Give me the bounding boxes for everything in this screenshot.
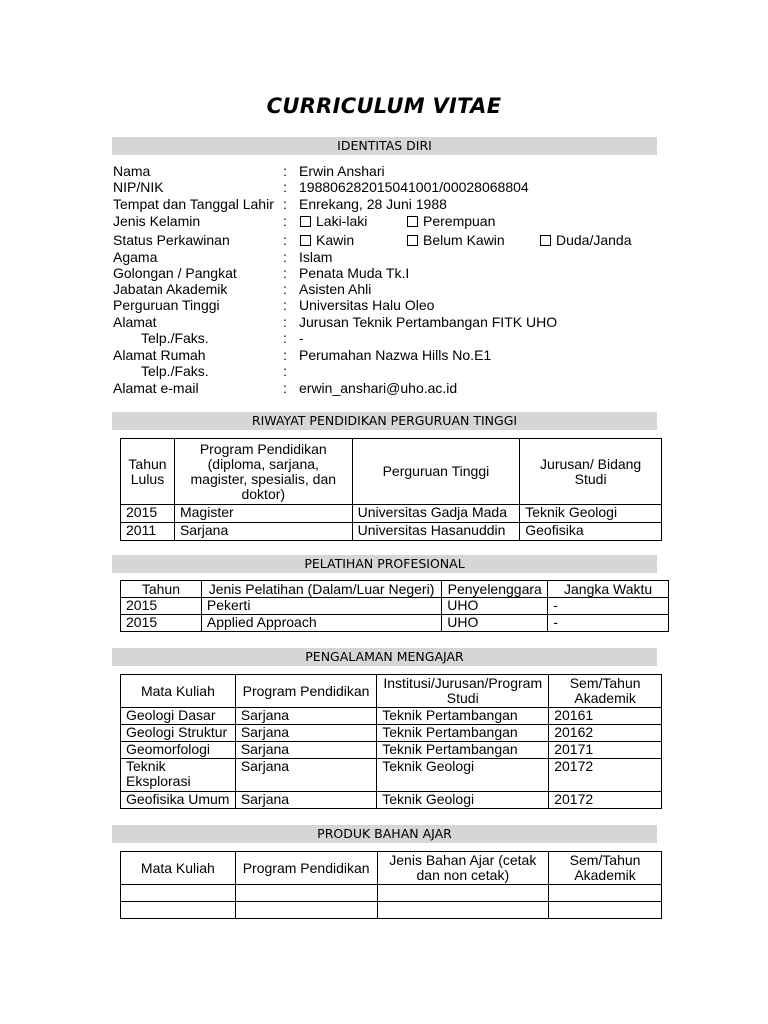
table-cell: 20172 bbox=[549, 792, 662, 809]
section-header-mengajar: PENGALAMAN MENGAJAR bbox=[112, 648, 657, 666]
table-cell: Sarjana bbox=[235, 742, 376, 759]
field-colon: : bbox=[283, 196, 287, 212]
field-colon: : bbox=[283, 249, 287, 265]
table-row bbox=[121, 902, 662, 919]
field-label: Telp./Faks. bbox=[141, 330, 209, 346]
field-value: erwin_anshari@uho.ac.id bbox=[299, 380, 458, 396]
field-value: Asisten Ahli bbox=[299, 281, 372, 297]
field-label: Telp./Faks. bbox=[141, 363, 209, 379]
table-row bbox=[121, 598, 669, 615]
table-cell: Geofisika Umum bbox=[121, 792, 236, 809]
table-cell: Applied Approach bbox=[201, 615, 441, 632]
field-value: Universitas Halu Oleo bbox=[299, 297, 435, 313]
table-cell bbox=[377, 902, 549, 919]
table-pendidikan bbox=[120, 438, 662, 541]
field-label: Jabatan Akademik bbox=[113, 281, 228, 297]
table-row bbox=[121, 725, 662, 742]
table-cell bbox=[121, 885, 236, 902]
option-label: Perempuan bbox=[423, 213, 496, 229]
table-row bbox=[121, 742, 662, 759]
column-header: Jangka Waktu bbox=[548, 581, 669, 598]
field-colon: : bbox=[283, 297, 287, 313]
table-cell: Sarjana bbox=[235, 792, 376, 809]
table-cell: 2015 bbox=[121, 615, 202, 632]
field-colon: : bbox=[283, 281, 287, 297]
table-cell: Teknik Pertambangan bbox=[377, 742, 549, 759]
table-cell: 2015 bbox=[121, 598, 202, 615]
table-cell: Sarjana bbox=[235, 759, 376, 792]
table-cell: UHO bbox=[442, 598, 548, 615]
table-cell: Teknik Pertambangan bbox=[377, 725, 549, 742]
table-cell: UHO bbox=[442, 615, 548, 632]
field-label: Golongan / Pangkat bbox=[113, 265, 237, 281]
option-duda-janda[interactable] bbox=[540, 232, 632, 248]
table-cell: Teknik Pertambangan bbox=[377, 708, 549, 725]
column-header: Tahun Lulus bbox=[121, 439, 175, 505]
section-header-pelatihan: PELATIHAN PROFESIONAL bbox=[112, 555, 657, 573]
column-header: Jenis Bahan Ajar (cetak dan non cetak) bbox=[377, 852, 549, 885]
table-cell: 2015 bbox=[121, 505, 175, 523]
table-row bbox=[121, 615, 669, 632]
table-cell: 20172 bbox=[549, 759, 662, 792]
table-mengajar bbox=[120, 674, 662, 809]
field-colon: : bbox=[283, 330, 287, 346]
table-produk bbox=[120, 851, 662, 919]
column-header: Sem/Tahun Akademik bbox=[549, 852, 662, 885]
table-cell bbox=[549, 902, 662, 919]
field-label: NIP/NIK bbox=[113, 179, 164, 195]
field-label: Alamat Rumah bbox=[113, 347, 206, 363]
column-header: Mata Kuliah bbox=[121, 852, 236, 885]
table-cell: Magister bbox=[174, 505, 352, 523]
field-colon: : bbox=[283, 163, 287, 179]
option-label: Kawin bbox=[316, 232, 355, 248]
field-label: Agama bbox=[113, 249, 158, 265]
table-cell: 20171 bbox=[549, 742, 662, 759]
option-belum-kawin[interactable] bbox=[407, 232, 505, 248]
table-cell: Universitas Hasanuddin bbox=[352, 523, 520, 541]
field-colon: : bbox=[283, 179, 287, 195]
column-header: Institusi/Jurusan/Program Studi bbox=[377, 675, 549, 708]
checkbox-icon[interactable] bbox=[300, 235, 311, 246]
table-cell: Sarjana bbox=[235, 708, 376, 725]
column-header: Perguruan Tinggi bbox=[352, 439, 520, 505]
column-header: Jenis Pelatihan (Dalam/Luar Negeri) bbox=[201, 581, 441, 598]
table-cell: - bbox=[548, 615, 669, 632]
field-value: Jurusan Teknik Pertambangan FITK UHO bbox=[299, 314, 558, 330]
field-label: Status Perkawinan bbox=[113, 232, 230, 248]
checkbox-icon[interactable] bbox=[407, 235, 418, 246]
table-row bbox=[121, 505, 662, 523]
field-label: Jenis Kelamin bbox=[113, 213, 201, 229]
table-cell bbox=[121, 902, 236, 919]
checkbox-icon[interactable] bbox=[300, 216, 311, 227]
table-header-row bbox=[121, 852, 662, 885]
table-cell: Geologi Struktur bbox=[121, 725, 236, 742]
field-colon: : bbox=[283, 347, 287, 363]
table-cell: - bbox=[548, 598, 669, 615]
field-value: Erwin Anshari bbox=[299, 163, 385, 179]
table-row bbox=[121, 708, 662, 725]
section-header-identitas: IDENTITAS DIRI bbox=[112, 137, 657, 155]
column-header: Tahun bbox=[121, 581, 202, 598]
column-header: Penyelenggara bbox=[442, 581, 548, 598]
column-header: Program Pendidikan bbox=[235, 852, 377, 885]
option-label: Duda/Janda bbox=[556, 232, 632, 248]
field-label: Tempat dan Tanggal Lahir bbox=[113, 196, 274, 212]
document-title: CURRICULUM VITAE bbox=[266, 94, 502, 118]
field-label: Alamat e-mail bbox=[113, 380, 199, 396]
table-cell: 20161 bbox=[549, 708, 662, 725]
field-colon: : bbox=[283, 314, 287, 330]
field-value: Enrekang, 28 Juni 1988 bbox=[299, 196, 447, 212]
field-colon: : bbox=[283, 265, 287, 281]
table-cell: Teknik Geologi bbox=[377, 792, 549, 809]
section-header-produk: PRODUK BAHAN AJAR bbox=[112, 825, 657, 843]
option-label: Laki-laki bbox=[316, 213, 368, 229]
table-cell bbox=[235, 885, 377, 902]
column-header: Program Pendidikan bbox=[235, 675, 376, 708]
table-cell: Geomorfologi bbox=[121, 742, 236, 759]
table-cell: Sarjana bbox=[235, 725, 376, 742]
field-value: Perumahan Nazwa Hills No.E1 bbox=[299, 347, 492, 363]
table-cell: Teknik Eksplorasi bbox=[121, 759, 236, 792]
option-laki-laki[interactable] bbox=[300, 213, 367, 229]
table-header-row bbox=[121, 581, 669, 598]
checkbox-icon[interactable] bbox=[540, 235, 551, 246]
table-cell: Universitas Gadja Mada bbox=[352, 505, 520, 523]
field-value: Islam bbox=[299, 249, 333, 265]
column-header: Jurusan/ Bidang Studi bbox=[520, 439, 662, 505]
table-cell: 2011 bbox=[121, 523, 175, 541]
table-header-row bbox=[121, 675, 662, 708]
field-colon: : bbox=[283, 363, 287, 379]
table-row bbox=[121, 792, 662, 809]
field-value: 198806282015041001/00028068804 bbox=[299, 179, 529, 195]
column-header: Program Pendidikan (diploma, sarjana, magister, spesialis, dan doktor) bbox=[174, 439, 352, 505]
field-value: - bbox=[299, 330, 304, 346]
field-label: Perguruan Tinggi bbox=[113, 297, 220, 313]
table-cell: 20162 bbox=[549, 725, 662, 742]
table-pelatihan bbox=[120, 580, 669, 632]
field-colon: : bbox=[283, 232, 287, 248]
option-kawin[interactable] bbox=[300, 232, 354, 248]
table-cell: Teknik Geologi bbox=[377, 759, 549, 792]
section-header-pendidikan: RIWAYAT PENDIDIKAN PERGURUAN TINGGI bbox=[112, 412, 657, 430]
table-cell: Pekerti bbox=[201, 598, 441, 615]
option-perempuan[interactable] bbox=[407, 213, 495, 229]
column-header: Mata Kuliah bbox=[121, 675, 236, 708]
table-cell bbox=[549, 885, 662, 902]
table-row bbox=[121, 523, 662, 541]
column-header: Sem/Tahun Akademik bbox=[549, 675, 662, 708]
field-label: Alamat bbox=[113, 314, 157, 330]
table-cell bbox=[377, 885, 549, 902]
table-cell: Geologi Dasar bbox=[121, 708, 236, 725]
field-colon: : bbox=[283, 380, 287, 396]
field-label: Nama bbox=[113, 163, 151, 179]
table-cell: Geofisika bbox=[520, 523, 662, 541]
option-label: Belum Kawin bbox=[423, 232, 505, 248]
table-cell: Teknik Geologi bbox=[520, 505, 662, 523]
table-row bbox=[121, 885, 662, 902]
table-row bbox=[121, 759, 662, 792]
table-cell bbox=[235, 902, 377, 919]
table-cell: Sarjana bbox=[174, 523, 352, 541]
field-colon: : bbox=[283, 213, 287, 229]
checkbox-icon[interactable] bbox=[407, 216, 418, 227]
table-header-row bbox=[121, 439, 662, 505]
field-value: Penata Muda Tk.I bbox=[299, 265, 410, 281]
